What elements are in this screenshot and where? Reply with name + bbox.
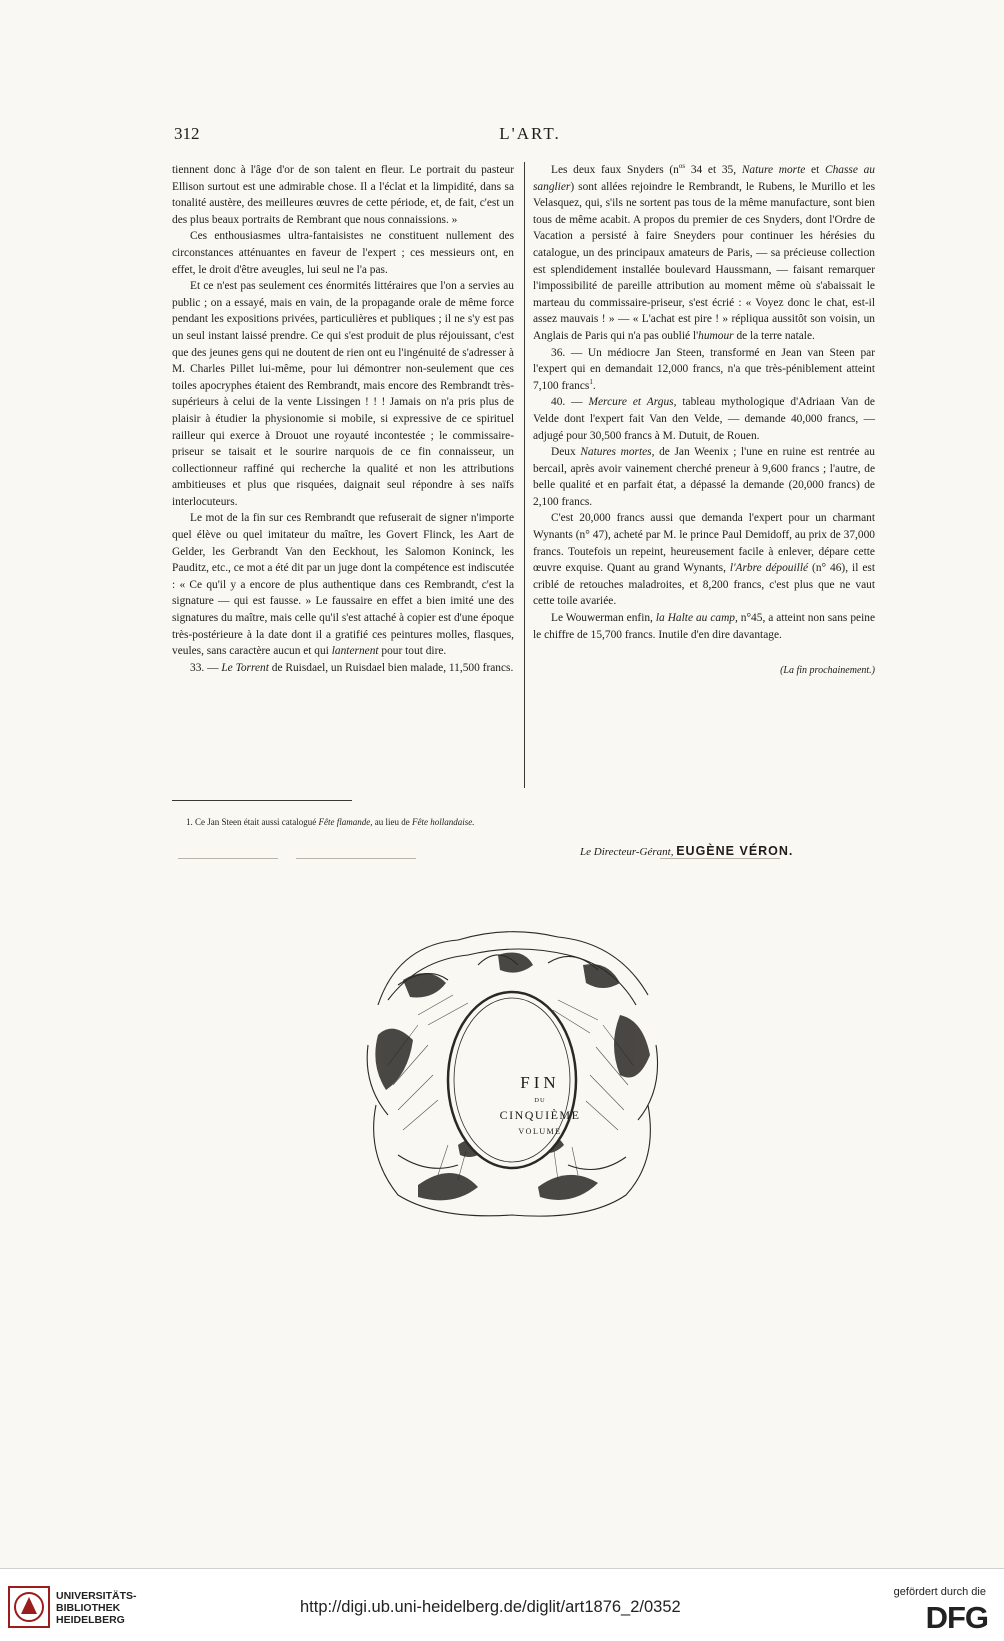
funding-label: gefördert durch die bbox=[893, 1586, 986, 1598]
paragraph: Ces enthousiasmes ultra-fantaisistes ne constituent nullement des circonstances atténuantes en faveur de l'expert ; ces messieurs ont, en effet, le droit d'être aveugles, lui seul ne l'a pas. bbox=[172, 230, 514, 276]
vignette-du: DU bbox=[534, 1097, 546, 1104]
journal-title: L'ART. bbox=[499, 124, 561, 143]
vignette-volume: VOLUME bbox=[518, 1127, 562, 1136]
permalink-url[interactable]: http://digi.ub.uni-heidelberg.de/diglit/art1876_2/0352 bbox=[300, 1598, 681, 1616]
italic-text: Natures mortes, bbox=[580, 446, 655, 459]
italic-text: Mercure et Argus, bbox=[588, 396, 677, 409]
text-run: 36. — Un médiocre Jan Steen, transformé en Jean van Steen par l'expert qui en demandait 12,000 francs, n'a que très-péniblement atteint 7,100 francs bbox=[533, 346, 875, 392]
italic-text: l'Arbre dépouillé bbox=[729, 562, 809, 575]
vignette-cinquieme: CINQUIÈME bbox=[499, 1108, 581, 1122]
footnote-divider bbox=[172, 800, 352, 801]
separator-line bbox=[296, 858, 416, 859]
text-run: Les deux faux Snyders (n bbox=[551, 164, 679, 176]
paragraph bbox=[533, 394, 875, 444]
to-be-continued: (La fin prochainement.) bbox=[780, 665, 875, 677]
right-column bbox=[533, 162, 875, 680]
text-run: Le mot de la fin sur ces Rembrandt que refuserait de signer n'importe quel élève ou quel imitateur du maître, les Govert Flinck, les Aart de Gelder, les Gerbrandt Van den Eeckhout, les Salomon Koninck, les Pauditz, etc., ce mot a été dit par un juge dont la compétence est indiscutée : « Ce qu'il y a encore de plus authentique dans ces Rembrandt, c'est la signature — qui est fausse. » Le faussaire en effet a bien imité une des signatures du maître, mais celle qu'il s'est attaché à copier est d'une époque très-postérieure à la date dont il a gratifié ces peintures molles, flasques, veules, sans caractère aucun et qui bbox=[172, 512, 514, 658]
italic-text: humour bbox=[698, 329, 734, 342]
footnote-marker: 1 bbox=[589, 377, 593, 386]
italic-text: lanternent bbox=[331, 645, 379, 658]
italic-text: Le Torrent bbox=[221, 661, 269, 674]
text-run: 1. Ce Jan Steen était aussi catalogué bbox=[186, 817, 319, 827]
text-run: et bbox=[805, 164, 825, 176]
italic-text: la Halte au camp, bbox=[655, 612, 738, 625]
paragraph: tiennent donc à l'âge d'or de son talent en fleur. Le portrait du pasteur Ellison surtout est une admirable chose. Il a l'éclat et la limpidité, dans sa tonalité austère, des meilleures œuvres de cette période, et, de fait, c'est un des plus beaux portraits de Rembrant que nous connaissions. » bbox=[172, 164, 514, 226]
text-run: pour tout dire. bbox=[378, 645, 447, 658]
text-run: 40. — bbox=[551, 396, 589, 409]
text-run: . bbox=[592, 379, 596, 392]
dfg-logo[interactable]: DFG bbox=[925, 1600, 988, 1635]
superscript: os bbox=[678, 162, 686, 171]
paragraph bbox=[172, 510, 514, 659]
text-run: de la terre natale. bbox=[733, 329, 815, 342]
paragraph bbox=[533, 444, 875, 510]
italic-text: Chasse au sanglier bbox=[533, 164, 875, 193]
paragraph bbox=[533, 162, 875, 345]
text-run: n°45, a atteint non sans peine le chiffre de 15,700 francs. Inutile d'en dire davantage. bbox=[533, 612, 875, 641]
page-number: 312 bbox=[174, 124, 200, 143]
text-run: au lieu de bbox=[372, 817, 412, 827]
signature bbox=[580, 844, 880, 858]
vignette-caption bbox=[490, 1073, 590, 1136]
left-column bbox=[172, 162, 514, 676]
italic-text: Fête flamande, bbox=[318, 817, 373, 827]
text-run: ) sont allées rejoindre le Rembrandt, le Rubens, le Murillo et les Velasquez, qui, s'ils ne sortent pas tous de la même manufacture, sont bien tous de même acabit. A propos du premier de ces Snyders, dont l'Ordre de Vacation a persisté à faire Sneyders pour continuer les hérésies du catalogue, un des principaux amateurs de Paris, — sa précieuse collection est splendidement installée boulevard Haussmann, — faisant remarquer l'impossibilité de pareille attribution au moment même où s'abaissait le marteau du commissaire-priseur, s'est écrié : « Voyez donc le chat, est-il assez mauvais ! » — « L'achat est pire ! » répliqua aussitôt son voisin, un Anglais de Paris qui n'a pas oublié l' bbox=[533, 180, 875, 342]
text-run: tableau mythologique d'Adriaan Van de Velde dont l'expert fait Van den Velde, — demande 40,000 francs, — adjugé pour 30,500 francs à M. Dutuit, de Rouen. bbox=[533, 396, 875, 442]
text-run: de Ruisdael, un Ruisdael bien malade, 11,500 francs. bbox=[268, 661, 514, 674]
text-run: Le Wouwerman enfin, bbox=[551, 612, 656, 625]
vignette-fin: FIN bbox=[520, 1073, 560, 1092]
university-name[interactable]: UNIVERSITÄTS- BIBLIOTHEK HEIDELBERG bbox=[56, 1590, 137, 1626]
paragraph bbox=[533, 510, 875, 610]
text-run: 34 et 35, bbox=[685, 164, 742, 176]
viewer-footer bbox=[0, 1568, 1004, 1641]
footer-divider bbox=[0, 1568, 1004, 1569]
page-header bbox=[174, 124, 886, 146]
separator-line bbox=[178, 858, 278, 859]
paragraph bbox=[533, 610, 875, 643]
paragraph bbox=[533, 345, 875, 395]
text-run: C'est 20,000 francs aussi que demanda l'expert pour un charmant Wynants (n° 47), acheté par M. le prince Paul Demidoff, au prix de 37,000 francs. Toutefois un repeint, heureusement facile à enlever, dépare cette œuvre exquise. Quant au grand Wynants, bbox=[533, 512, 875, 575]
text-run: de Jan Weenix ; l'une en ruine est rentrée au bercail, après avoir vainement cherché preneur à 9,600 francs ; l'autre, de belle qualité et en parfait état, a dépassé la demande (20,000 francs) de 2,100 francs. bbox=[533, 446, 875, 508]
italic-text: Fête hollandaise. bbox=[411, 817, 475, 827]
paragraph bbox=[172, 660, 514, 677]
column-divider bbox=[524, 162, 525, 788]
text-run: 33. — bbox=[190, 661, 222, 674]
text-run: Deux bbox=[551, 446, 581, 459]
text-run: (n° 46), il est criblé de retouches maladroites, et 8,200 francs, c'est plus que ne vaut cette toile avariée. bbox=[533, 562, 875, 608]
separator-line bbox=[660, 858, 780, 859]
university-seal-icon[interactable] bbox=[8, 1586, 50, 1628]
signature-name: EUGÈNE VÉRON. bbox=[676, 844, 794, 858]
italic-text: Nature morte bbox=[741, 164, 806, 176]
signature-role: Le Directeur-Gérant, bbox=[580, 846, 674, 858]
paragraph: Et ce n'est pas seulement ces énormités littéraires que l'on a servies au public ; on a essayé, mais en vain, de la propagande orale de même force pendant les expositions privées, particulières et publiques ; il ne s'y est pas un seul instant laissé prendre. Ce qui s'est produit de plus réjouissant, c'est que des jeunes gens qui ne doutent de rien ont eu l'ingénuité de s'adresser à M. Charles Pillet lui-même, pour lui démontrer non-seulement que ces toiles apocryphes étaient des Rembrandt, mais encore des Rembrandt très-supérieurs à celui de la vente Lissingen ! ! ! Jamais on n'a pris plus de plaisir à étudier la physionomie si mobile, si expressive de ce spirituel railleur qui exerce à Drouot une royauté incontestée ; le commissaire-priseur se taisait et le sourire narquois de ce fin connaisseur, un collectionneur raffiné qui recherche la qualité et non les attributions ambitieuses et plus que risquées, daignait seul répondre à ses naïfs interlocuteurs. bbox=[172, 280, 514, 508]
footnote bbox=[186, 817, 886, 827]
